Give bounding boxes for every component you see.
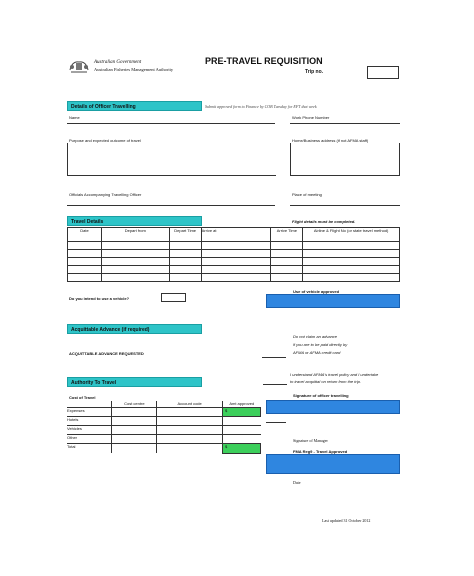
home-address-field[interactable] xyxy=(290,143,400,176)
row-other: Other xyxy=(67,434,112,443)
table-row[interactable] xyxy=(67,425,261,434)
home-address-label: Home/Business address (if not AFMA staff) xyxy=(292,138,369,143)
accompanying-label: Officials Accompanying Travelling Officer xyxy=(69,192,142,197)
col-depart-time: Depart Time xyxy=(169,228,201,242)
name-label: Name xyxy=(69,115,80,120)
cost-col-account: Account code xyxy=(157,401,223,407)
table-row[interactable] xyxy=(68,266,400,274)
officer-signature-box[interactable] xyxy=(266,400,400,414)
trip-no-field[interactable] xyxy=(367,66,399,79)
table-row[interactable] xyxy=(67,407,261,416)
table-row[interactable] xyxy=(68,242,400,250)
table-row[interactable] xyxy=(67,434,261,443)
gov-line-1: Australian Government xyxy=(94,60,142,65)
advance-note-3: AFMA or AFMA credit card xyxy=(293,350,341,355)
col-arrive-at: Arrive at xyxy=(201,228,271,242)
table-row[interactable] xyxy=(67,443,261,453)
amount-expenses[interactable] xyxy=(223,407,261,416)
currency-expenses: $ xyxy=(225,407,228,413)
page-title: PRE-TRAVEL REQUISITION xyxy=(205,56,323,66)
cost-col-amount: Amt approved xyxy=(223,401,261,407)
advance-note-1: Do not claim an advance xyxy=(293,334,338,339)
col-arrive-time: Arrive Time xyxy=(271,228,303,242)
signature-label: Signature of officer travelling xyxy=(293,393,349,398)
place-field[interactable] xyxy=(290,205,400,206)
travel-section-header xyxy=(67,216,202,226)
name-field[interactable] xyxy=(67,123,275,124)
accompanying-field[interactable] xyxy=(67,205,275,206)
col-airline: Airline & Flight No (or state travel method) xyxy=(303,228,400,242)
purpose-label: Purpose and expected outcome of travel xyxy=(69,138,141,143)
officer-section-title: Details of Officer Travelling xyxy=(71,104,136,110)
travel-table xyxy=(67,227,400,282)
cost-label: Cost of Travel xyxy=(69,395,96,400)
manager-signature-box[interactable] xyxy=(266,454,400,474)
place-label: Place of meeting xyxy=(292,192,322,197)
understand-note-1: I understand AFMA's travel policy and I undertake xyxy=(290,372,379,377)
col-depart-from: Depart from xyxy=(101,228,169,242)
row-expenses: Expenses xyxy=(67,407,112,416)
cost-col-centre: Cost centre xyxy=(112,401,157,407)
table-row[interactable] xyxy=(68,274,400,282)
work-phone-label: Work Phone Number xyxy=(292,115,330,120)
work-phone-field[interactable] xyxy=(290,123,400,124)
submit-note: Submit approved form to Finance by COB Tuesday for EFT that week xyxy=(205,104,317,109)
crest-logo xyxy=(68,58,90,74)
vehicle-approval-label: Use of vehicle approved xyxy=(293,289,340,294)
officer-signature-line xyxy=(266,422,286,423)
purpose-field[interactable] xyxy=(67,143,276,176)
table-row[interactable] xyxy=(68,258,400,266)
manager-label: Signature of Manager xyxy=(293,438,328,443)
vehicle-question: Do you intend to use a vehicle? xyxy=(69,296,130,301)
understand-underline xyxy=(263,384,287,385)
currency-total: $ xyxy=(225,443,228,449)
vehicle-answer-field[interactable] xyxy=(161,293,186,302)
advance-note-2: if you are to be paid directly by xyxy=(293,342,348,347)
approved-label: FMA Reg9 - Travel Approved xyxy=(293,449,348,454)
advance-requested-label: ACQUITTABLE ADVANCE REQUESTED xyxy=(69,351,144,356)
vehicle-approval-box[interactable] xyxy=(266,294,400,308)
last-updated: Last updated 31 October 2012 xyxy=(322,518,371,523)
advance-amount-field[interactable] xyxy=(262,357,286,358)
table-row[interactable] xyxy=(68,250,400,258)
date-label: Date xyxy=(293,480,301,485)
amount-total[interactable] xyxy=(223,443,261,453)
gov-line-2: Australian Fisheries Management Authority xyxy=(94,67,174,72)
advance-section-header xyxy=(67,324,202,334)
col-date: Date xyxy=(68,228,102,242)
officer-section-header xyxy=(67,101,202,111)
row-total: Total xyxy=(67,443,112,453)
understand-note-2: to travel acquittal on return from the trip. xyxy=(290,379,361,384)
authority-section-header xyxy=(67,377,202,387)
table-row[interactable] xyxy=(67,416,261,425)
row-hotels: Hotels xyxy=(67,416,112,425)
row-vehicles: Vehicles xyxy=(67,425,112,434)
travel-section-title: Travel Details xyxy=(71,219,104,225)
advance-section-title: Acquittable Advance (if required) xyxy=(71,327,150,333)
flight-note: Flight details must be completed. xyxy=(292,219,356,224)
authority-section-title: Authority To Travel xyxy=(71,380,117,386)
trip-no-label: Trip no. xyxy=(305,69,324,75)
cost-table xyxy=(67,401,261,454)
